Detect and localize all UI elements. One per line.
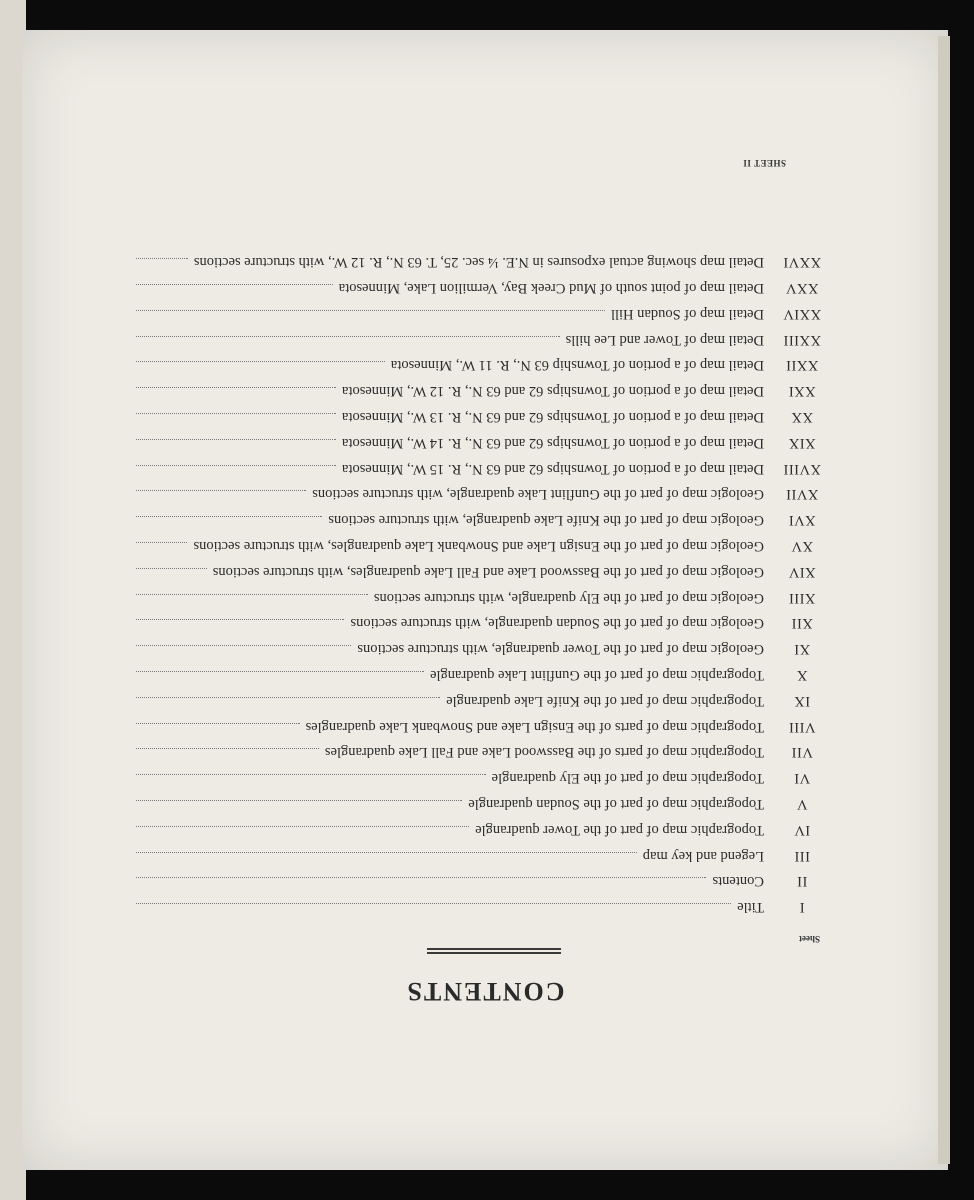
sheet-number: V (796, 796, 808, 813)
sheet-number: XVII (785, 486, 819, 503)
sheet-number: VIII (788, 718, 816, 735)
entry-title: Detail map of point south of Mud Creek Bay, Vermilion Lake, Minnesota (338, 280, 764, 297)
entry-title: Detail map of Tower and Lee hills (565, 331, 764, 348)
dot-leader (136, 800, 462, 801)
entry-title: Detail map of a portion of Township 63 N., R. 11 W., Minnesota (390, 357, 764, 374)
upside-down-page-content (22, 30, 948, 1170)
sheet-number: XV (791, 538, 813, 555)
contents-entry (130, 743, 828, 769)
entry-title: Geologic map of part of the Knife Lake quadrangle, with structure sections (328, 512, 764, 529)
entry-title: Geologic map of part of the Soudan quadrangle, with structure sections (350, 615, 764, 632)
entry-title: Geologic map of part of the Ely quadrangle, with structure sections (373, 589, 764, 606)
contents-entry (130, 718, 828, 744)
entry-title: Topographic map of part of the Gunflint Lake quadrangle (430, 667, 764, 684)
contents-entry (130, 511, 828, 537)
entry-title: Geologic map of part of the Tower quadrangle, with structure sections (357, 641, 764, 658)
sheet-number: III (794, 847, 810, 864)
entry-title: Title (737, 899, 764, 916)
dot-leader (136, 723, 300, 724)
contents-entry (130, 692, 828, 718)
entry-title: Geologic map of part of the Gunflint Lake quadrangle, with structure sections (312, 486, 764, 503)
dot-leader (136, 568, 207, 569)
page-title: CONTENTS (405, 977, 565, 1006)
entry-title: Detail map showing actual exposures in N.E. ¼ sec. 25, T. 63 N., R. 12 W., with structure sections (193, 254, 764, 271)
contents-entry (130, 847, 828, 873)
sheet-number: XXIII (783, 331, 821, 348)
entry-title: Detail map of Soudan Hill (610, 305, 764, 322)
dot-leader (136, 671, 424, 672)
dot-leader (136, 336, 560, 337)
title-rule-bottom (427, 948, 561, 950)
dot-leader (136, 877, 706, 878)
entry-title: Legend and key map (642, 847, 764, 864)
dot-leader (136, 490, 306, 491)
entry-title: Topographic map of part of the Soudan quadrangle (468, 796, 764, 813)
sheet-number: II (796, 873, 808, 890)
entry-title: Detail map of a portion of Townships 62 and 63 N., R. 14 W., Minnesota (341, 434, 764, 451)
sheet-number: VI (793, 770, 811, 787)
sheet-number: I (799, 899, 805, 916)
dot-leader (136, 542, 187, 543)
dot-leader (136, 465, 336, 466)
sheet-number: XVIII (783, 460, 821, 477)
sheet-number: XVI (788, 512, 816, 529)
contents-entry (130, 589, 828, 615)
entry-title: Geologic map of part of the Basswood Lake and Fall Lake quadrangles, with structure sections (212, 563, 764, 580)
dot-leader (136, 619, 344, 620)
dot-leader (136, 697, 440, 698)
dot-leader (136, 903, 731, 904)
contents-entry (130, 563, 828, 589)
contents-entry (130, 305, 828, 331)
contents-entry (130, 408, 828, 434)
contents-entry (130, 485, 828, 511)
contents-entry (130, 434, 828, 460)
dot-leader (136, 826, 469, 827)
dot-leader (136, 258, 188, 259)
contents-entry (130, 356, 828, 382)
dot-leader (136, 310, 605, 311)
contents-entry (130, 460, 828, 486)
title-rule-top (427, 952, 561, 954)
contents-list (130, 253, 828, 924)
entry-title: Topographic map of parts of the Basswood Lake and Fall Lake quadrangles (324, 744, 764, 761)
dot-leader (136, 361, 385, 362)
contents-entry (130, 795, 828, 821)
entry-title: Topographic map of part of the Tower quadrangle (475, 821, 764, 838)
sheet-number: IV (793, 821, 811, 838)
dot-leader (136, 645, 351, 646)
sheet-number: XIX (788, 434, 816, 451)
dot-leader (136, 594, 368, 595)
sheet-number: VII (791, 744, 813, 761)
entry-title: Contents (712, 873, 764, 890)
entry-title: Detail map of a portion of Townships 62 and 63 N., R. 12 W., Minnesota (341, 383, 764, 400)
dot-leader (136, 748, 319, 749)
sheet-number: XIII (788, 589, 816, 606)
sheet-number: XXII (785, 357, 819, 374)
contents-entry (130, 666, 828, 692)
contents-entry (130, 872, 828, 898)
entry-title: Topographic map of part of the Knife Lake quadrangle (446, 692, 764, 709)
sheet-number: XII (791, 615, 813, 632)
dot-leader (136, 284, 333, 285)
sheet-number: XXVI (782, 254, 822, 271)
contents-entry (130, 253, 828, 279)
dot-leader (136, 439, 336, 440)
sheet-number: XIV (788, 563, 816, 580)
dot-leader (136, 516, 322, 517)
sheet-number: XX (791, 409, 813, 426)
contents-entry (130, 821, 828, 847)
sheet-number: X (796, 667, 808, 684)
sheet-number: IX (793, 692, 811, 709)
contents-entry (130, 331, 828, 357)
contents-entry (130, 898, 828, 924)
sheet-number: XI (793, 641, 811, 658)
dot-leader (136, 774, 486, 775)
sheet-number: XXI (788, 383, 816, 400)
sheet-column-header: Sheet (799, 934, 820, 944)
contents-entry (130, 382, 828, 408)
dot-leader (136, 387, 336, 388)
entry-title: Detail map of a portion of Townships 62 and 63 N., R. 15 W., Minnesota (341, 460, 764, 477)
dot-leader (136, 852, 637, 853)
entry-title: Geologic map of part of the Ensign Lake and Snowbank Lake quadrangles, with structure sections (193, 538, 764, 555)
entry-title: Topographic map of parts of the Ensign Lake and Snowbank Lake quadrangles (305, 718, 764, 735)
contents-entry (130, 640, 828, 666)
sheet-footer: SHEET II (742, 158, 786, 168)
entry-title: Detail map of a portion of Townships 62 and 63 N., R. 13 W., Minnesota (341, 409, 764, 426)
entry-title: Topographic map of part of the Ely quadrangle (491, 770, 764, 787)
contents-entry (130, 614, 828, 640)
contents-entry (130, 537, 828, 563)
contents-entry (130, 769, 828, 795)
sheet-number: XXV (785, 280, 819, 297)
contents-entry (130, 279, 828, 305)
sheet-number: XXIV (782, 305, 822, 322)
dot-leader (136, 413, 336, 414)
